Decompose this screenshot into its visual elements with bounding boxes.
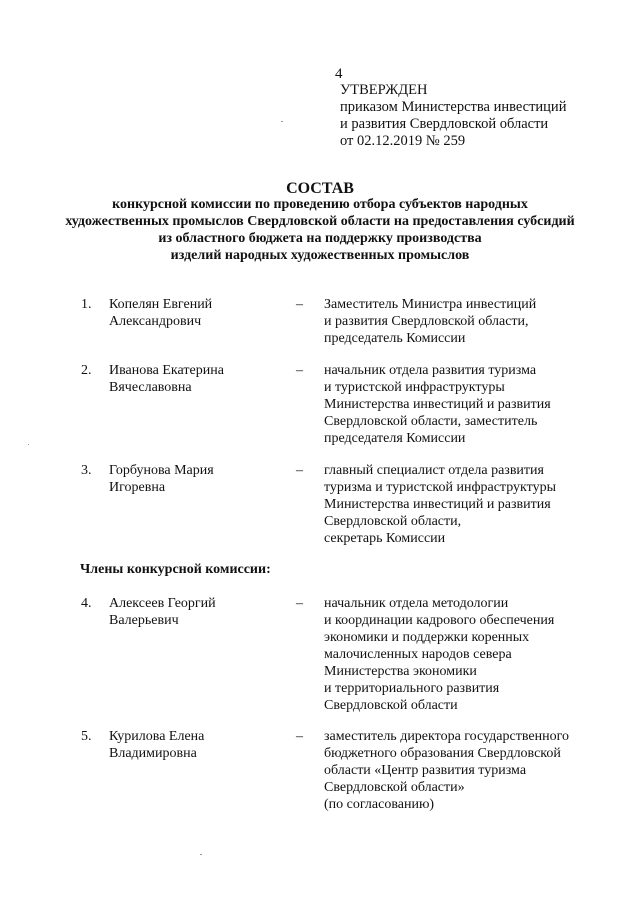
member-position-line: Заместитель Министра инвестиций — [324, 297, 537, 312]
member-number: 3. — [81, 463, 92, 478]
member-name — [109, 595, 216, 629]
member-position-line: и развития Свердловской области, — [324, 314, 529, 329]
subtitle-line: изделий народных художественных промыслов — [170, 248, 470, 263]
member-name-line: Горбунова Мария — [109, 463, 214, 478]
dash-separator: – — [296, 463, 303, 478]
scan-speck — [281, 121, 283, 122]
approval-line: УТВЕРЖДЕН — [340, 82, 428, 98]
member-position-line: экономики и поддержки коренных — [324, 630, 530, 645]
member-position-line: и туристской инфраструктуры — [324, 380, 505, 395]
scan-speck — [200, 854, 202, 855]
subtitle-line: конкурсной комиссии по проведению отбора субъектов народных — [112, 197, 528, 212]
member-number: 1. — [81, 297, 92, 312]
page-number: 4 — [335, 66, 343, 82]
member-position-line: Свердловской области — [324, 698, 458, 713]
member-number: 4. — [81, 596, 92, 611]
member-position-line: Министерства экономики — [324, 664, 477, 679]
member-position-line: начальник отдела развития туризма — [324, 363, 537, 378]
member-name — [109, 362, 224, 396]
member-position-line: бюджетного образования Свердловской — [324, 746, 561, 761]
member-position — [324, 595, 554, 714]
dash-separator: – — [296, 297, 303, 312]
approval-line: и развития Свердловской области — [340, 116, 549, 132]
member-position-line: Свердловской области» — [324, 780, 465, 795]
member-position-line: начальник отдела методологии — [324, 596, 509, 611]
member-name-line: Владимировна — [109, 746, 197, 761]
member-name-line: Александрович — [109, 314, 202, 329]
member-name — [109, 462, 214, 496]
member-name-line: Иванова Екатерина — [109, 363, 224, 378]
member-position — [324, 296, 536, 347]
member-position — [324, 462, 556, 547]
scan-speck — [28, 444, 29, 445]
member-position-line: главный специалист отдела развития — [324, 463, 544, 478]
subtitle-line: художественных промыслов Свердловской области на предоставления субсидий — [65, 214, 575, 229]
member-position-line: области «Центр развития туризма — [324, 763, 527, 778]
member-position-line: Министерства инвестиций и развития — [324, 497, 551, 512]
member-position-line: туризма и туристской инфраструктуры — [324, 480, 556, 495]
member-position-line: Свердловской области, заместитель — [324, 414, 538, 429]
member-position-line: Министерства инвестиций и развития — [324, 397, 551, 412]
member-name-line: Копелян Евгений — [109, 297, 213, 312]
member-name-line: Курилова Елена — [109, 729, 205, 744]
member-position-line: (по согласованию) — [324, 797, 435, 812]
approval-stamp — [340, 82, 566, 150]
member-position-line: секретарь Комиссии — [324, 531, 446, 546]
member-position-line: заместитель директора государственного — [324, 729, 569, 744]
member-position — [324, 362, 551, 447]
member-position-line: и территориального развития — [324, 681, 500, 696]
member-name-line: Алексеев Георгий — [109, 596, 216, 611]
member-name-line: Вячеславовна — [109, 380, 192, 395]
member-position-line: малочисленных народов севера — [324, 647, 512, 662]
member-name-line: Игоревна — [109, 480, 166, 495]
subtitle-line: из областного бюджета на поддержку производства — [158, 231, 482, 246]
document-subtitle — [0, 196, 640, 264]
member-name — [109, 728, 204, 762]
member-name — [109, 296, 212, 330]
dash-separator: – — [296, 363, 303, 378]
dash-separator: – — [296, 596, 303, 611]
dash-separator: – — [296, 729, 303, 744]
member-position-line: председателя Комиссии — [324, 431, 466, 446]
member-number: 5. — [81, 729, 92, 744]
member-number: 2. — [81, 363, 92, 378]
member-position-line: председатель Комиссии — [324, 331, 466, 346]
member-position — [324, 728, 569, 813]
member-name-line: Валерьевич — [109, 613, 179, 628]
approval-line: приказом Министерства инвестиций — [340, 99, 567, 115]
member-position-line: Свердловской области, — [324, 514, 462, 529]
member-position-line: и координации кадрового обеспечения — [324, 613, 555, 628]
approval-line: от 02.12.2019 № 259 — [340, 133, 466, 149]
document-title: СОСТАВ — [286, 180, 354, 197]
section-heading: Члены конкурсной комиссии: — [80, 562, 271, 577]
